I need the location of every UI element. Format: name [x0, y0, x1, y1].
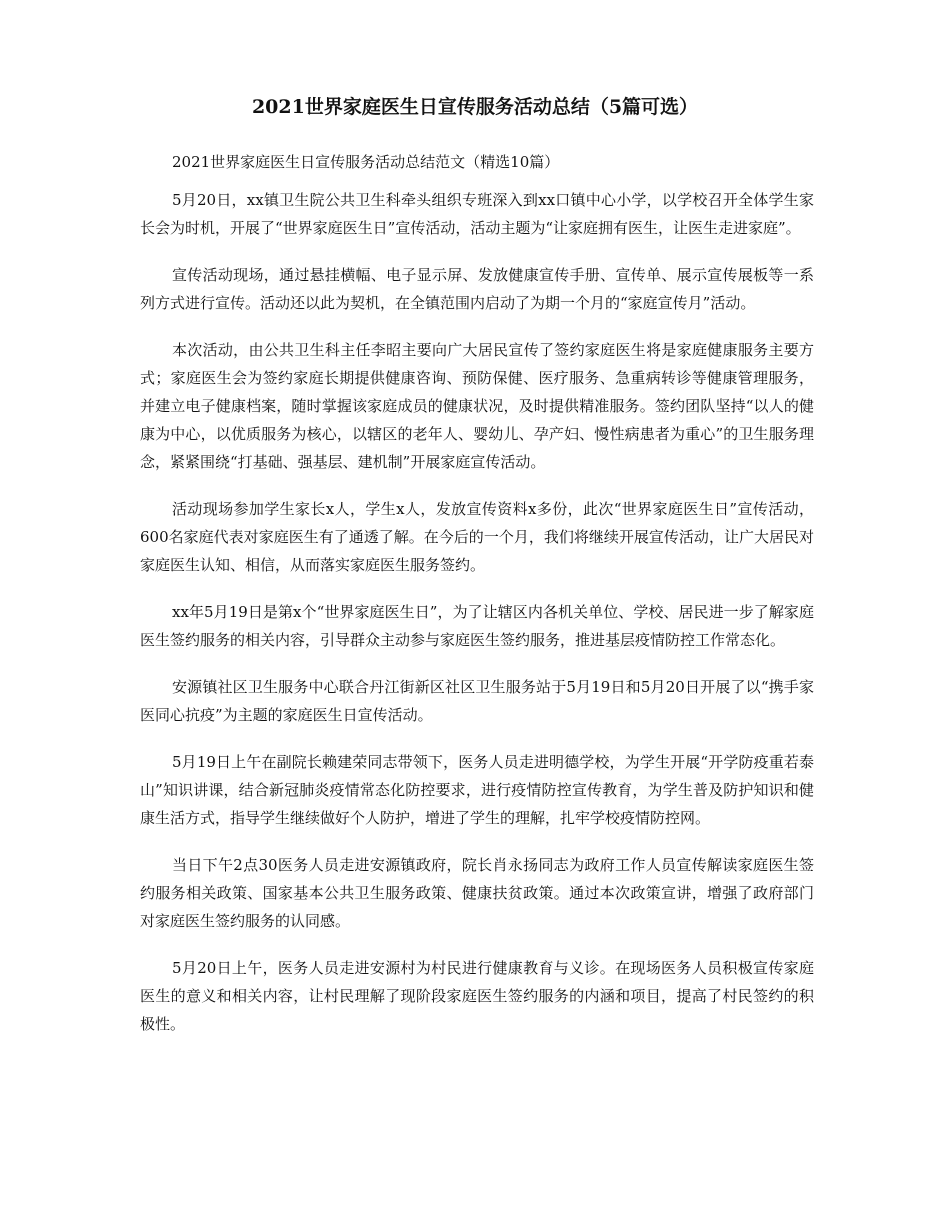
document-title: 2021世界家庭医生日宣传服务活动总结（5篇可选）	[251, 96, 699, 118]
paragraph-4: 活动现场参加学生家长x人，学生x人，发放宣传资料x多份，此次“世界家庭医生日”宣传活动，600名家庭代表对家庭医生有了通透了解。在今后的一个月，我们将继续开展宣传活动，让广大居民对家庭医生认知、相信，从而落实家庭医生服务签约。	[140, 500, 814, 574]
paragraph-2: 宣传活动现场，通过悬挂横幅、电子显示屏、发放健康宣传手册、宣传单、展示宣传展板等一系列方式进行宣传。活动还以此为契机，在全镇范围内启动了为期一个月的“家庭宣传月”活动。	[140, 266, 814, 312]
paragraph-3: 本次活动，由公共卫生科主任李昭主要向广大居民宣传了签约家庭医生将是家庭健康服务主要方式；家庭医生会为签约家庭长期提供健康咨询、预防保健、医疗服务、急重病转诊等健康管理服务，并建立电子健康档案，随时掌握该家庭成员的健康状况，及时提供精准服务。签约团队坚持“以人的健康为中心，以优质服务为核心，以辖区的老年人、婴幼儿、孕产妇、慢性病患者为重心”的卫生服务理念，紧紧围绕“打基础、强基层、建机制”开展家庭宣传活动。	[140, 341, 814, 471]
paragraph-5: xx年5月19日是第x个“世界家庭医生日”，为了让辖区内各机关单位、学校、居民进一步了解家庭医生签约服务的相关内容，引导群众主动参与家庭医生签约服务，推进基层疫情防控工作常态化。	[140, 603, 814, 649]
paragraph-9: 5月20日上午，医务人员走进安源村为村民进行健康教育与义诊。在现场医务人员积极宣传家庭医生的意义和相关内容，让村民理解了现阶段家庭医生签约服务的内涵和项目，提高了村民签约的积极性。	[140, 959, 814, 1033]
document-subtitle: 2021世界家庭医生日宣传服务活动总结范文（精选10篇）	[172, 153, 560, 171]
paragraph-8: 当日下午2点30医务人员走进安源镇政府，院长肖永扬同志为政府工作人员宣传解读家庭医生签约服务相关政策、国家基本公共卫生服务政策、健康扶贫政策。通过本次政策宣讲，增强了政府部门对家庭医生签约服务的认同感。	[140, 856, 814, 930]
paragraph-6: 安源镇社区卫生服务中心联合丹江街新区社区卫生服务站于5月19日和5月20日开展了以“携手家医同心抗疫”为主题的家庭医生日宣传活动。	[140, 678, 814, 724]
paragraph-7: 5月19日上午在副院长赖建荣同志带领下，医务人员走进明德学校，为学生开展“开学防疫重若泰山”知识讲课，结合新冠肺炎疫情常态化防控要求，进行疫情防控宣传教育，为学生普及防护知识和健康生活方式，指导学生继续做好个人防护，增进了学生的理解，扎牢学校疫情防控网。	[140, 753, 814, 827]
paragraph-1: 5月20日，xx镇卫生院公共卫生科牵头组织专班深入到xx口镇中心小学，以学校召开全体学生家长会为时机，开展了“世界家庭医生日”宣传活动，活动主题为“让家庭拥有医生，让医生走进家庭”。	[140, 191, 814, 237]
document-body	[140, 186, 814, 1057]
